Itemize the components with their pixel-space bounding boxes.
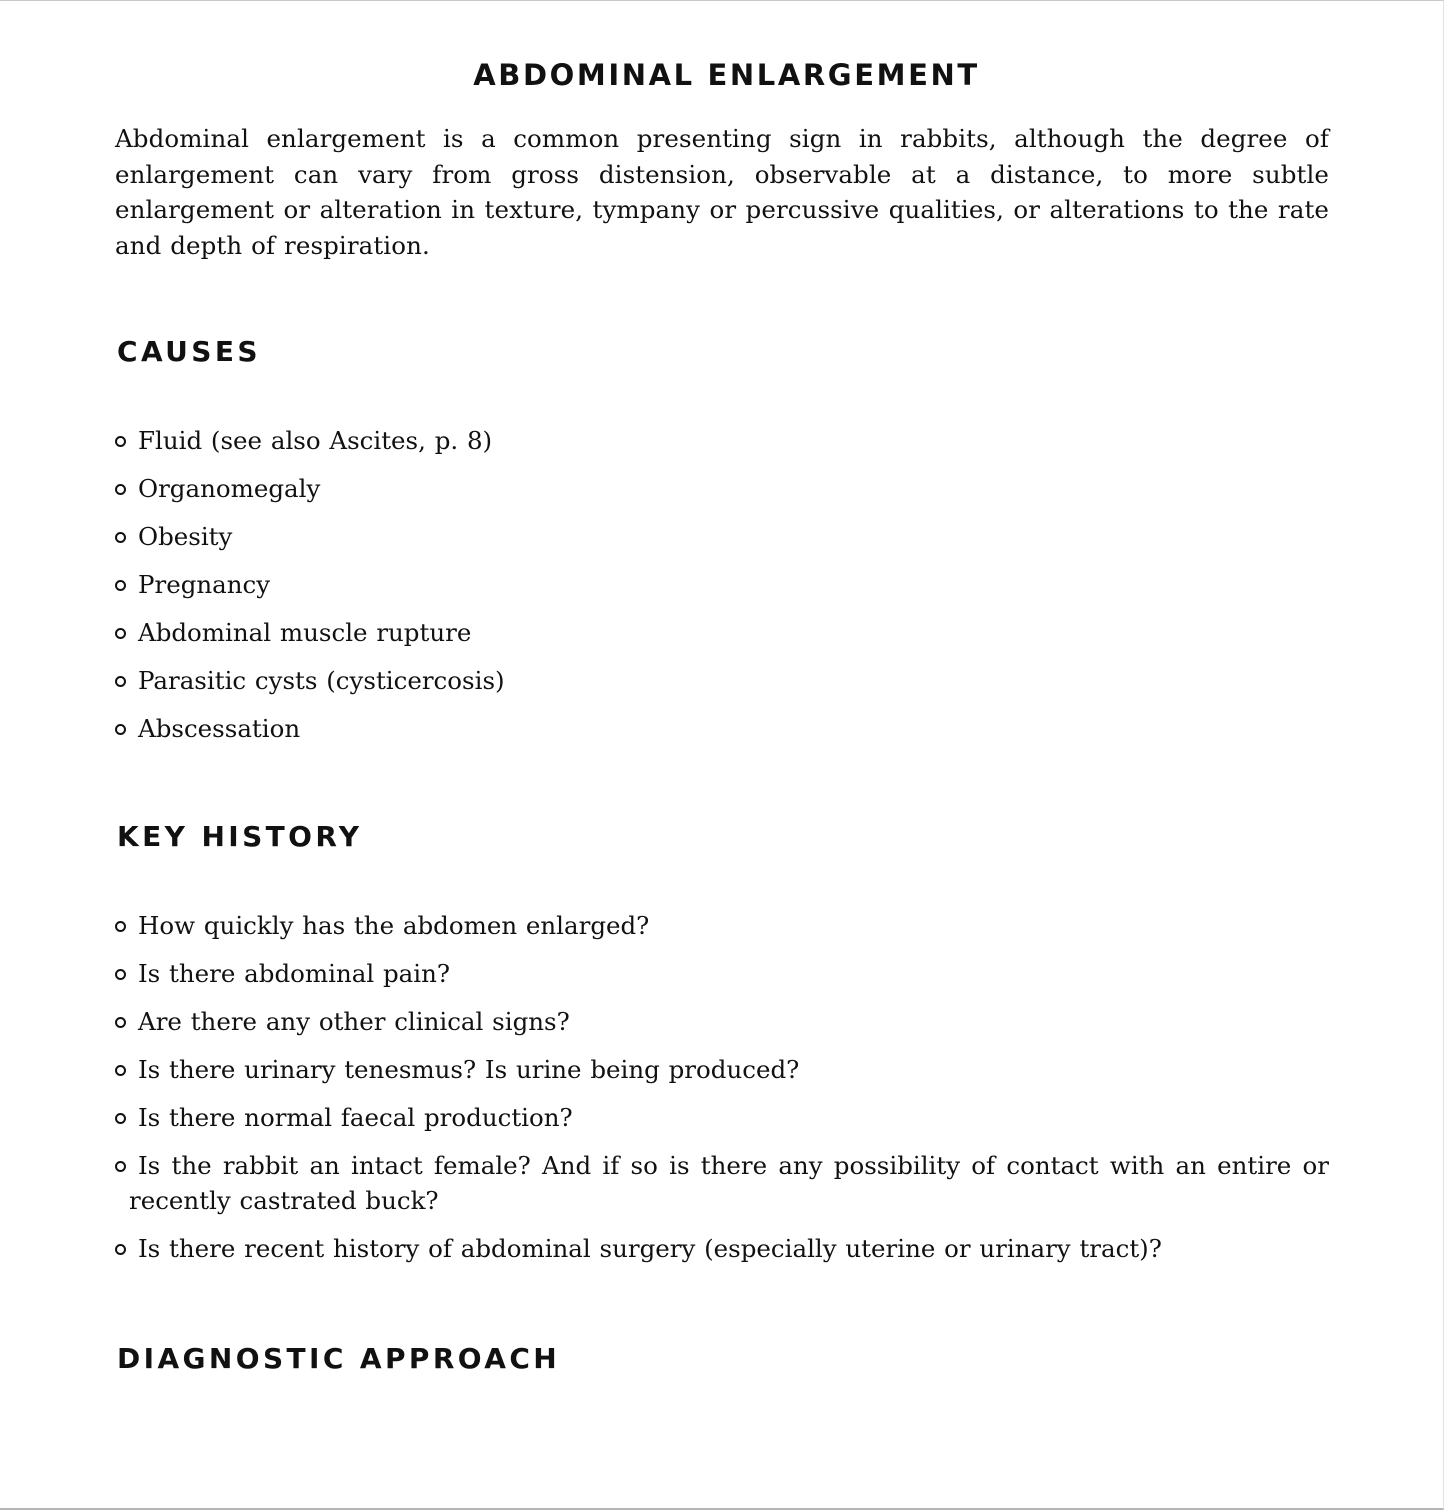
diagnostic-approach-heading: DIAGNOSTIC APPROACH (117, 1342, 561, 1375)
list-item-text: Is the rabbit an intact female? And if so is there any possibility of contact with an entire or recently castrated buck? (129, 1151, 1329, 1215)
bullet-icon (115, 921, 126, 932)
bullet-icon (115, 580, 126, 591)
key-history-list (112, 908, 1329, 1279)
list-item (112, 1100, 1329, 1135)
list-item-text: Pregnancy (138, 570, 271, 599)
list-item-text: Is there recent history of abdominal surgery (especially uterine or urinary tract)? (138, 1234, 1162, 1263)
list-item (112, 423, 1329, 458)
list-item (112, 908, 1329, 943)
causes-heading: CAUSES (117, 335, 261, 368)
bullet-icon (115, 1017, 126, 1028)
causes-list (112, 423, 1329, 759)
list-item (112, 956, 1329, 991)
bullet-icon (115, 436, 126, 447)
bullet-icon (115, 532, 126, 543)
list-item-text: Obesity (138, 522, 233, 551)
bullet-icon (115, 1065, 126, 1076)
bullet-icon (115, 484, 126, 495)
list-item (112, 519, 1329, 554)
list-item (112, 1148, 1329, 1218)
bullet-icon (115, 1161, 126, 1172)
list-item-text: Is there abdominal pain? (138, 959, 451, 988)
list-item (112, 471, 1329, 506)
list-item-text: Is there normal faecal production? (138, 1103, 573, 1132)
list-item-text: Are there any other clinical signs? (138, 1007, 570, 1036)
page-title: ABDOMINAL ENLARGEMENT (473, 58, 980, 92)
list-item (112, 663, 1329, 698)
list-item-text: Organomegaly (138, 474, 321, 503)
list-item-text: Abscessation (138, 714, 301, 743)
bullet-icon (115, 1113, 126, 1124)
list-item-text: Fluid (see also Ascites, p. 8) (138, 426, 493, 455)
bullet-icon (115, 628, 126, 639)
bullet-icon (115, 724, 126, 735)
list-item (112, 567, 1329, 602)
list-item (112, 711, 1329, 746)
list-item-text: Is there urinary tenesmus? Is urine being produced? (138, 1055, 800, 1084)
list-item (112, 1004, 1329, 1039)
list-item-text: Parasitic cysts (cysticercosis) (138, 666, 505, 695)
list-item-text: Abdominal muscle rupture (138, 618, 472, 647)
list-item-text: How quickly has the abdomen enlarged? (138, 911, 650, 940)
list-item (112, 1231, 1329, 1266)
bullet-icon (115, 969, 126, 980)
list-item (112, 1052, 1329, 1087)
list-item (112, 615, 1329, 650)
bullet-icon (115, 676, 126, 687)
key-history-heading: KEY HISTORY (117, 820, 363, 853)
bullet-icon (115, 1244, 126, 1255)
intro-paragraph: Abdominal enlargement is a common presenting sign in rabbits, although the degree of enlargement can vary from gross distension, observable at a distance, to more subtle enlargement or alteration in texture, tympany or percussive qualities, or alterations to the rate and depth of respiration. (115, 124, 1329, 260)
